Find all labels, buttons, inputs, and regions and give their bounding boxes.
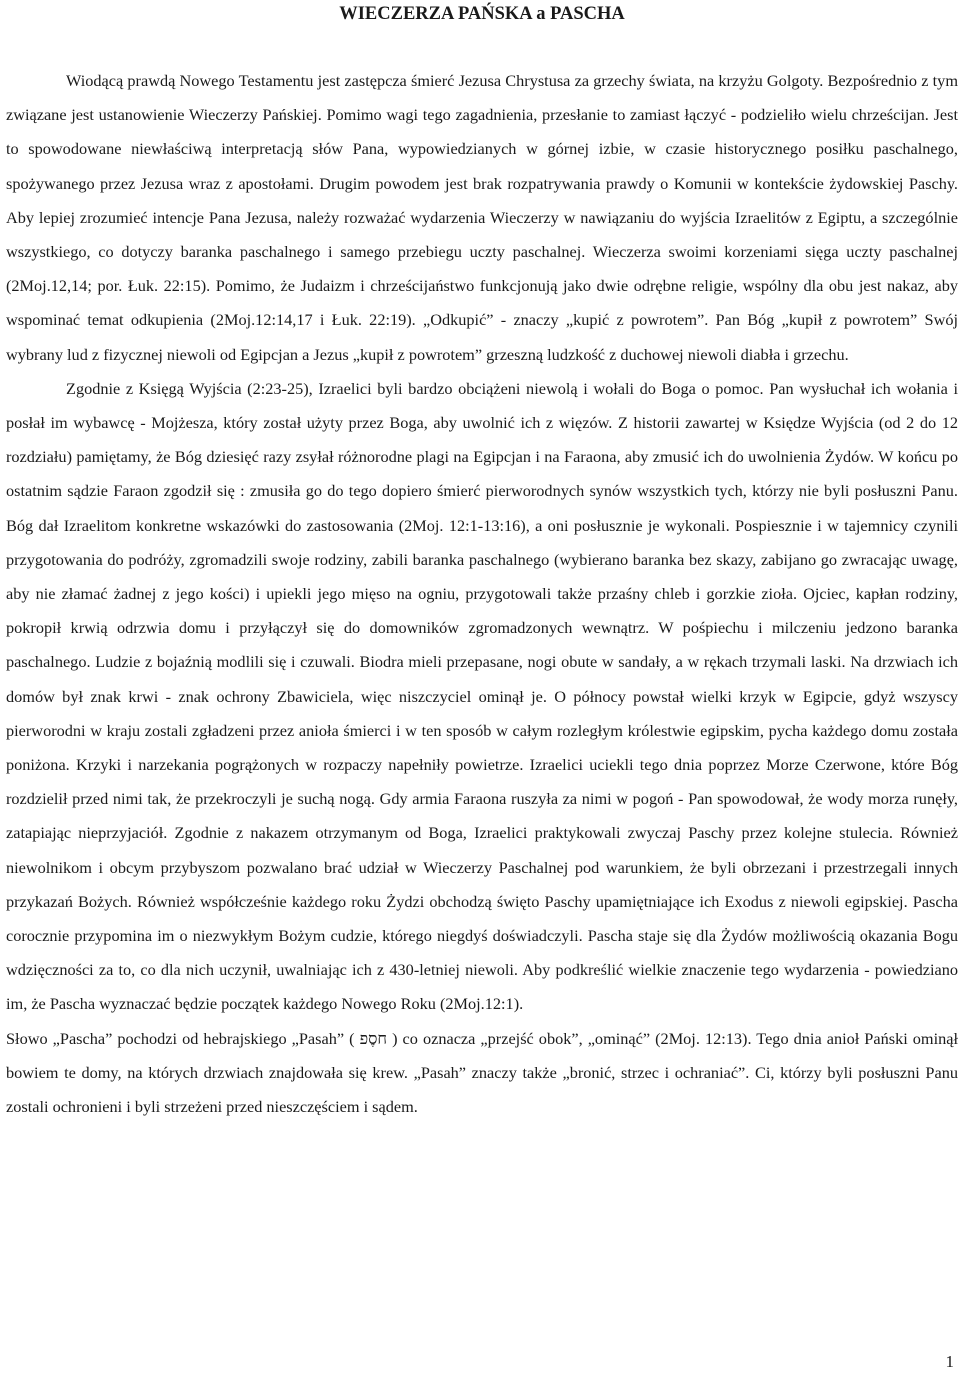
- paragraph-3: Słowo „Pascha” pochodzi od hebrajskiego „Pasah” ( חסֶפ ) co oznacza „przejść obok”, „ominąć” (2Moj. 12:13). Tego dnia anioł Pański ominął bowiem te domy, na których drzwiach znajdowała się krew. „Pasah” znaczy także „bronić, strzec i ochraniać”. Ci, którzy byli posłuszni Panu zostali ochronieni i byli strzeżeni przed nieszczęściem i sądem.: [6, 1028, 958, 1117]
- document-title: WIECZERZA PAŃSKA a PASCHA: [339, 4, 625, 24]
- paragraph-1: Wiodącą prawdą Nowego Testamentu jest zastępcza śmierć Jezusa Chrystusa za grzechy świata, na krzyżu Golgoty. Bezpośrednio z tym związane jest ustanowienie Wieczerzy Pańskiej. Pomimo wagi tego zagadnienia, przesłanie to zamiast łączyć - podzieliło wielu chrześcijan. Jest to spowodowane niewłaściwą interpretacją słów Pana, wypowiedzianych w górnej izbie, w czasie historycznego posiłku paschalnego, spożywanego przez Jezusa wraz z apostołami. Drugim powodem jest brak rozpatrywania prawdy o Komunii w kontekście żydowskiej Paschy. Aby lepiej zrozumieć intencje Pana Jezusa, należy rozważać wydarzenia Wieczerzy w nawiązaniu do wyjścia Izraelitów z Egiptu, a szczególnie wszystkiego, co dotyczy baranka paschalnego i samego przebiegu uczty paschalnej. Wieczerza swoimi korzeniami sięga uczty paschalnej (2Moj.12,14; por. Łuk. 22:15). Pomimo, że Judaizm i chrześcijaństwo funkcjonują jako dwie odrębne religie, wspólny dla obu jest nakaz, aby wspominać temat odkupienia (2Moj.12:14,17 i Łuk. 22:19). „Odkupić” - znaczy „kupić z powrotem”. Pan Bóg „kupił z powrotem” Swój wybrany lud z fizycznej niewoli od Egipcjan a Jezus „kupił z powrotem” grzeszną ludzkość z duchowej niewoli diabła i grzechu.: [6, 71, 958, 364]
- paragraph-2: Zgodnie z Księgą Wyjścia (2:23-25), Izraelici byli bardzo obciążeni niewolą i wołali do Boga o pomoc. Pan wysłuchał ich wołania i posłał im wybawcę - Mojżesza, który został użyty przez Boga, aby uwolnić ich z więzów. Z historii zawartej w Księdze Wyjścia (od 2 do 12 rozdziału) pamiętamy, że Bóg dziesięć razy zsyłał różnorodne plagi na Egipcjan i na Faraona, aby zmusić ich do uwolnienia Żydów. W końcu po ostatnim sądzie Faraon zgodził się : zmusiła go do tego dopiero śmierć pierworodnych synów wszystkich tych, którzy nie byli posłuszni Panu. Bóg dał Izraelitom konkretne wskazówki do zastosowania (2Moj. 12:1-13:16), a oni posłusznie je wykonali. Pospiesznie i w tajemnicy czynili przygotowania do podróży, zgromadzili swoje rodziny, zabili baranka paschalnego (wybierano baranka bez skazy, zabijano go zwracając uwagę, aby nie złamać żadnej z jego kości) i upiekli jego mięso na ogniu, przygotowali także przaśny chleb i gorzkie zioła. Ojciec, kapłan rodziny, pokropił krwią odrzwia domu i przyłączył się do domowników zgromadzonych wewnątrz. W pośpiechu i milczeniu jedzono baranka paschalnego. Ludzie z bojaźnią modlili się i czuwali. Biodra mieli przepasane, nogi obute w sandały, a w rękach trzymali laski. Na drzwiach ich domów był znak krwi - znak ochrony Zbawiciela, więc niszczyciel ominął je. O północy powstał wielki krzyk w Egipcie, gdyż wszyscy pierworodni w kraju zostali zgładzeni przez anioła śmierci i w ten sposób w całym rozległym królestwie egipskim, pycha każdego domu została poniżona. Krzyki i narzekania pogrążonych w rozpaczy napełniły powietrze. Izraelici uciekli tego dnia poprzez Morze Czerwone, które Bóg rozdzielił przed nimi tak, że przekroczyli je suchą nogą. Gdy armia Faraona ruszyła za nimi w pogoń - Pan spowodował, że wody morza runęły, zatapiając nieprzyjaciół. Zgodnie z nakazem otrzymanym od Boga, Izraelici praktykowali zwyczaj Paschy przez kolejne stulecia. Również niewolnikom i obcym przybyszom pozwalano brać udział w Wieczerzy Paschalnej pod warunkiem, że byli obrzezani i przestrzegali innych przykazań Bożych. Również współcześnie każdego roku Żydzi obchodzą święto Paschy upamiętniające ich Exodus z niewoli egipskiej. Pascha corocznie przypomina im o niezwykłym Bożym cudzie, którego niegdyś doświadczyli. Pascha staje się dla Żydów możliwością okazania Bogu wdzięczności za to, co dla nich uczynił, uwalniając ich z 430-letniej niewoli. Aby podkreślić wielkie znaczenie tego wydarzenia - powiedziano im, że Pascha wyznaczać będzie początek każdego Nowego Roku (2Moj.12:1).: [6, 378, 958, 1014]
- page-number: 1: [945, 1352, 954, 1371]
- title-spacer: [6, 26, 958, 64]
- document-page: [6, 0, 958, 1124]
